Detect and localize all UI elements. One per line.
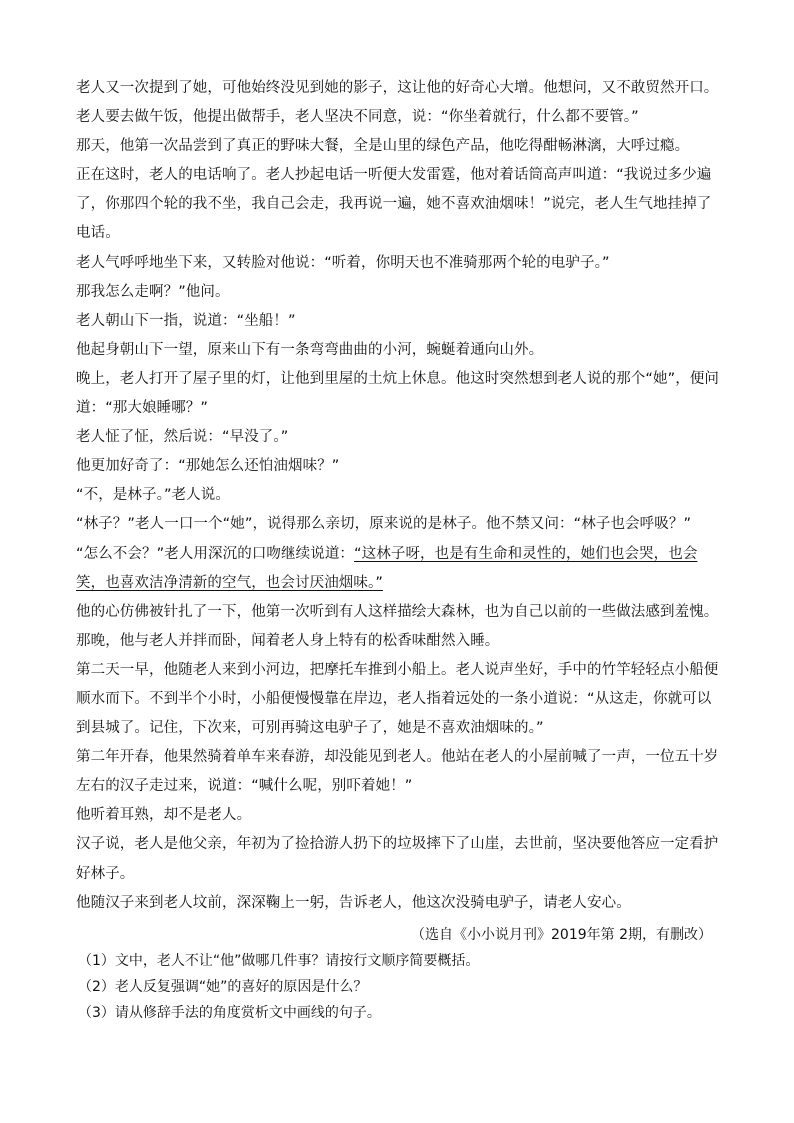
paragraph-6: 那我怎么走啊？”他问。 [76,283,230,300]
question-3: （3）请从修辞手法的角度赏析文中画线的句子。 [78,1004,381,1021]
paragraph-3: 那天，他第一次品尝到了真正的野味大餐，全是山里的绿色产品，他吃得酣畅淋漓，大呼过瘾。 [76,138,690,155]
question-2: （2）老人反复强调“她”的喜好的原因是什么？ [78,978,368,995]
paragraph-14 [76,540,722,598]
paragraph-8: 他起身朝山下一望，原来山下有一条弯弯曲曲的小河，蜿蜒着通向山外。 [76,341,544,358]
question-1: （1）文中，老人不让“他”做哪几件事？请按行文顺序简要概括。 [78,952,480,969]
paragraph-5: 老人气呼呼地坐下来，又转脸对他说：“听着，你明天也不准骑那两个轮的电驴子。” [76,254,610,271]
paragraph-16: 第二天一早，他随老人来到小河边，把摩托车推到小船上。老人说声坐好，手中的竹竿轻轻点小船便顺水而下。不到半个小时，小船便慢慢靠在岸边，老人指着远处的一条小道说：“从这走，你就可以到县城了。记住，下次来，可别再骑这电驴子了，她是不喜欢油烟味的。” [76,661,719,737]
source-citation: （选自《小小说月刊》2019年第 2期，有删改） [411,926,712,943]
paragraph-15: 他的心仿佛被针扎了一下，他第一次听到有人这样描绘大森林，也为自己以前的一些做法感到羞愧。那晚，他与老人并拌而卧，闻着老人身上特有的松香味酣然入睡。 [76,603,719,649]
paragraph-20: 他随汉子来到老人坟前，深深鞠上一躬，告诉老人，他这次没骑电驴子，请老人安心。 [76,894,631,911]
paragraph-4: 正在这时，老人的电话响了。老人抄起电话一听便大发雷霆，他对着话筒高声叫道：“我说过多少遍了，你那四个轮的我不坐，我自己会走，我再说一遍，她不喜欢油烟味！”说完，老人生气地挂掉了电话。 [76,167,712,242]
paragraph-7: 老人朝山下一指，说道：“坐船！” [76,312,296,329]
paragraph-14-lead: “怎么不会？”老人用深沉的口吻继续说道： [76,545,355,562]
paragraph-11: 他更加好奇了：“那她怎么还怕油烟味？” [76,458,340,475]
document-page [76,74,722,1026]
paragraph-10: 老人怔了怔，然后说：“早没了。” [76,429,289,446]
paragraph-12: “不，是林子。”老人说。 [76,487,230,504]
paragraph-9: 晚上，老人打开了屋子里的灯，让他到里屋的土炕上休息。他这时突然想到老人说的那个“她”，便问道：“那大娘睡哪？” [76,370,720,417]
paragraph-19: 汉子说，老人是他父亲，年初为了捡拾游人扔下的垃圾摔下了山崖，去世前，坚决要他答应一定看护好林子。 [76,836,719,882]
paragraph-1: 老人又一次提到了她，可他始终没见到她的影子，这让他的好奇心大增。他想问，又不敢贸然开口。 [76,80,719,96]
underlined-sentence: “这林子呀，也是有生命和灵性的，她们也会哭，也会笑，也喜欢洁净清新的空气，也会讨厌油烟味。” [76,545,698,591]
paragraph-2: 老人要去做午饭，他提出做帮手，老人坚决不同意，说：“你坐着就行，什么都不要管。” [76,109,639,126]
paragraph-18: 他听着耳熟，却不是老人。 [76,807,252,824]
paragraph-13: “林子？”老人一口一个“她”，说得那么亲切，原来说的是林子。他不禁又问：“林子也会呼吸？” [76,516,692,533]
paragraph-17: 第二年开春，他果然骑着单车来春游，却没能见到老人。他站在老人的小屋前喊了一声，一位五十岁左右的汉子走过来，说道：“喊什么呢，别吓着她！” [76,749,719,795]
